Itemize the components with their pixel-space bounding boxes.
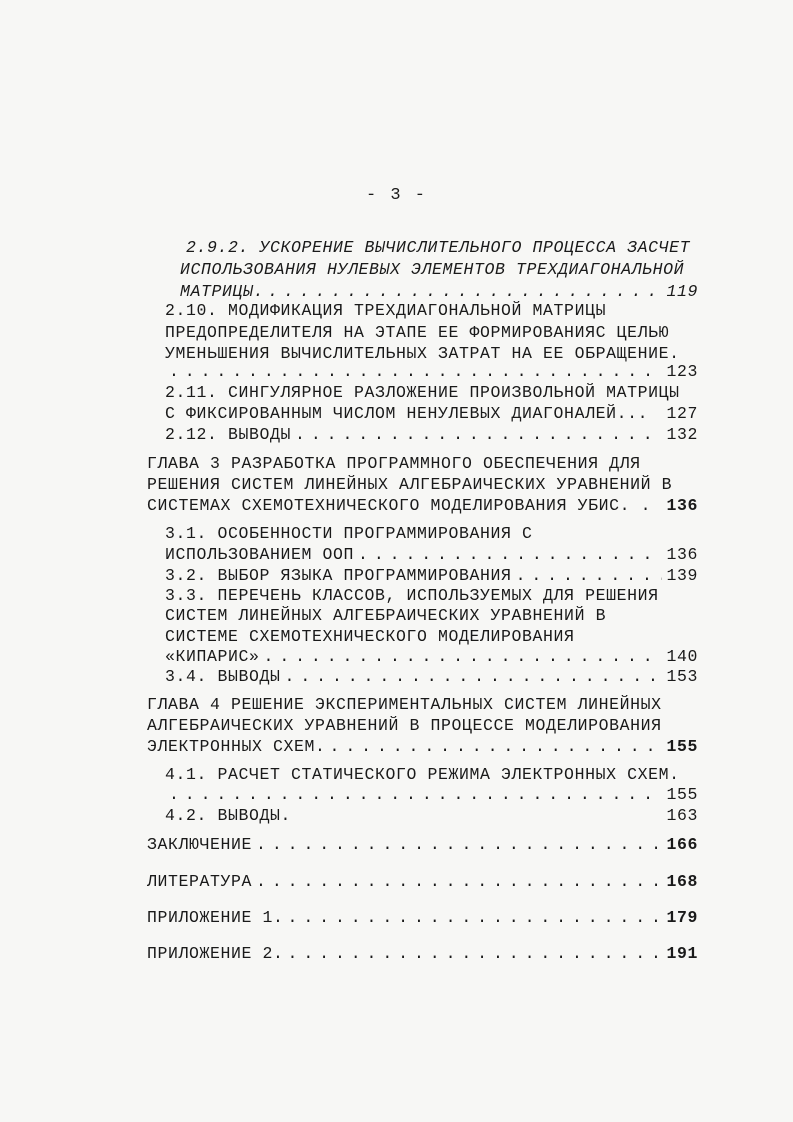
leader-dots xyxy=(295,424,662,445)
toc-entry-conclusion[interactable] xyxy=(147,834,698,855)
toc-4-1-line-1: 4.1. РАСЧЕТ СТАТИЧЕСКОГО РЕЖИМА ЭЛЕКТРОННЫХ СХЕМ. xyxy=(165,765,680,784)
leader-dots xyxy=(285,666,663,687)
toc-2-9-2-line-2: ИСПОЛЬЗОВАНИЯ НУЛЕВЫХ ЭЛЕМЕНТОВ ТРЕХДИАГОНАЛЬНОЙ xyxy=(180,260,685,279)
leader-dots xyxy=(288,943,663,964)
toc-entry-2-12[interactable] xyxy=(165,424,698,445)
toc-2-11-line-2: С ФИКСИРОВАННЫМ ЧИСЛОМ НЕНУЛЕВЫХ ДИАГОНАЛЕЙ... xyxy=(165,404,649,423)
toc-3-3-page: 140 xyxy=(666,647,698,666)
toc-entry-3-2[interactable] xyxy=(165,565,698,586)
toc-chapter-4-line-2: АЛГЕБРАИЧЕСКИХ УРАВНЕНИЙ В ПРОЦЕССЕ МОДЕЛИРОВАНИЯ xyxy=(147,716,662,735)
toc-entry-2-11[interactable] xyxy=(165,403,698,424)
toc-3-3-line-4: «КИПАРИС» xyxy=(165,647,260,666)
toc-appendix-1-label: ПРИЛОЖЕНИЕ 1. xyxy=(147,908,284,927)
leader-dots xyxy=(358,544,662,565)
toc-3-1-line-1: 3.1. ОСОБЕННОСТИ ПРОГРАММИРОВАНИЯ С xyxy=(165,524,533,543)
toc-entry-literature[interactable] xyxy=(147,871,698,892)
toc-entry-3-4[interactable] xyxy=(165,666,698,687)
page-number: - 3 - xyxy=(365,186,427,205)
toc-2-10-page: 123 xyxy=(666,362,698,381)
toc-2-10-line-2: ПРЕДОПРЕДЕЛИТЕЛЯ НА ЭТАПЕ ЕЕ ФОРМИРОВАНИЯС ЦЕЛЬЮ xyxy=(165,323,670,342)
toc-4-2-label: 4.2. ВЫВОДЫ. xyxy=(165,806,292,825)
toc-3-3-line-3: СИСТЕМЕ СХЕМОТЕХНИЧЕСКОГО МОДЕЛИРОВАНИЯ xyxy=(165,627,575,646)
leader-dots xyxy=(288,907,663,928)
toc-2-12-page: 132 xyxy=(666,425,698,444)
toc-chapter-4-line-1: ГЛАВА 4 РЕШЕНИЕ ЭКСПЕРИМЕНТАЛЬНЫХ СИСТЕМ ЛИНЕЙНЫХ xyxy=(147,695,662,714)
toc-3-4-label: 3.4. ВЫВОДЫ xyxy=(165,667,281,686)
toc-entry-3-1[interactable] xyxy=(165,544,698,565)
toc-2-11-page: 127 xyxy=(666,404,698,423)
toc-conclusion-label: ЗАКЛЮЧЕНИЕ xyxy=(147,835,253,854)
toc-2-9-2-line-1: 2.9.2. УСКОРЕНИЕ ВЫЧИСЛИТЕЛЬНОГО ПРОЦЕССА ЗАСЧЕТ xyxy=(186,238,691,257)
toc-literature-label: ЛИТЕРАТУРА xyxy=(147,872,253,891)
toc-chapter-3-line-3: СИСТЕМАХ СХЕМОТЕХНИЧЕСКОГО МОДЕЛИРОВАНИЯ УБИС. . xyxy=(147,496,652,515)
leader-dots xyxy=(256,834,662,855)
toc-2-9-2-page: 119 xyxy=(666,282,698,301)
leader-dots xyxy=(264,646,663,667)
toc-appendix-2-label: ПРИЛОЖЕНИЕ 2. xyxy=(147,944,284,963)
toc-entry-4-2[interactable] xyxy=(165,805,698,826)
toc-entry-appendix-1[interactable] xyxy=(147,907,698,928)
toc-3-3-line-1: 3.3. ПЕРЕЧЕНЬ КЛАССОВ, ИСПОЛЬЗУЕМЫХ ДЛЯ РЕШЕНИЯ xyxy=(165,586,659,605)
toc-3-3-line-2: СИСТЕМ ЛИНЕЙНЫХ АЛГЕБРАИЧЕСКИХ УРАВНЕНИЙ В xyxy=(165,606,607,625)
toc-chapter-3-line-2: РЕШЕНИЯ СИСТЕМ ЛИНЕЙНЫХ АЛГЕБРАИЧЕСКИХ УРАВНЕНИЙ В xyxy=(147,475,673,494)
toc-2-11-line-1: 2.11. СИНГУЛЯРНОЕ РАЗЛОЖЕНИЕ ПРОИЗВОЛЬНОЙ МАТРИЦЫ xyxy=(165,383,680,402)
toc-chapter-4-page: 155 xyxy=(666,737,698,756)
toc-entry-appendix-2[interactable] xyxy=(147,943,698,964)
leader-dots xyxy=(169,784,662,805)
toc-3-1-page: 136 xyxy=(666,545,698,564)
toc-literature-page: 168 xyxy=(666,872,698,891)
toc-entry-2-9-2[interactable] xyxy=(180,281,698,302)
toc-chapter-4-line-3: ЭЛЕКТРОННЫХ СХЕМ. xyxy=(147,737,326,756)
toc-chapter-3-line-1: ГЛАВА 3 РАЗРАБОТКА ПРОГРАММНОГО ОБЕСПЕЧЕНИЯ ДЛЯ xyxy=(147,454,641,473)
toc-4-1-page: 155 xyxy=(666,785,698,804)
toc-entry-2-10[interactable] xyxy=(165,361,698,382)
toc-2-10-line-3: УМЕНЬШЕНИЯ ВЫЧИСЛИТЕЛЬНЫХ ЗАТРАТ НА ЕЕ ОБРАЩЕНИЕ. xyxy=(165,344,680,363)
toc-conclusion-page: 166 xyxy=(666,835,698,854)
toc-appendix-2-page: 191 xyxy=(666,944,698,963)
toc-3-1-line-2: ИСПОЛЬЗОВАНИЕМ ООП xyxy=(165,545,355,564)
toc-2-9-2-line-3: МАТРИЦЫ. xyxy=(180,282,265,301)
leader-dots xyxy=(256,871,662,892)
toc-2-10-line-1: 2.10. МОДИФИКАЦИЯ ТРЕХДИАГОНАЛЬНОЙ МАТРИЦЫ xyxy=(165,301,607,320)
leader-dots xyxy=(268,281,662,302)
leader-dots xyxy=(330,736,663,757)
toc-2-12-label: 2.12. ВЫВОДЫ xyxy=(165,425,292,444)
toc-entry-3-3[interactable] xyxy=(165,646,698,667)
toc-4-2-page: 163 xyxy=(666,806,698,825)
toc-chapter-3-page: 136 xyxy=(666,496,698,515)
toc-appendix-1-page: 179 xyxy=(666,908,698,927)
toc-entry-4-1[interactable] xyxy=(165,784,698,805)
toc-3-2-page: 139 xyxy=(666,566,698,585)
toc-entry-chapter-3[interactable] xyxy=(147,495,698,516)
toc-3-2-label: 3.2. ВЫБОР ЯЗЫКА ПРОГРАММИРОВАНИЯ xyxy=(165,566,512,585)
leader-dots xyxy=(169,361,662,382)
leader-dots xyxy=(516,565,663,586)
toc-3-4-page: 153 xyxy=(666,667,698,686)
toc-entry-chapter-4[interactable] xyxy=(147,736,698,757)
